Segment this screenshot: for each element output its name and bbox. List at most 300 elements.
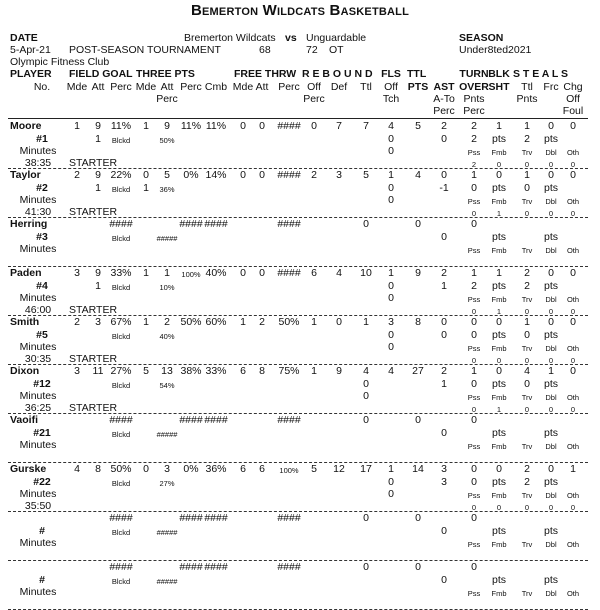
- stat-ast: 0: [441, 328, 447, 341]
- stat-ftp: 100%: [279, 466, 299, 475]
- stat-ast: 3: [441, 463, 447, 475]
- stat-tpa: #####: [156, 429, 178, 439]
- stat-tpm: 1: [143, 316, 149, 328]
- stat-ttl: 0: [363, 414, 369, 426]
- stat-fgp: ####: [109, 218, 133, 230]
- stat-fga: 8: [95, 463, 101, 475]
- stat-tpm: 1: [143, 267, 149, 279]
- stat-frc: 1: [548, 365, 554, 377]
- stat-ftp: ####: [277, 512, 301, 524]
- header-row2-ast: AST: [433, 81, 455, 93]
- player-name: Smith: [10, 316, 40, 328]
- stat-ftp: ####: [277, 169, 301, 181]
- header-three-pts: THREE PTS: [136, 68, 195, 80]
- minutes-label: Minutes: [19, 439, 57, 451]
- stat-tpa: #####: [156, 233, 178, 243]
- game-date: 5-Apr-21: [10, 44, 51, 56]
- stat-fls: 0: [388, 292, 394, 304]
- player-name: Herring: [10, 218, 48, 230]
- stat-ttl: 0: [363, 512, 369, 524]
- player-block: [0, 120, 600, 169]
- stat-stl: 1: [524, 169, 530, 181]
- player-block: [0, 561, 600, 610]
- header-row2-tpp: Perc: [180, 81, 202, 93]
- player-block: [0, 365, 600, 414]
- stat-off: 6: [311, 267, 317, 279]
- stat-pts: 5: [415, 120, 421, 132]
- stat-cmb: 33%: [205, 365, 227, 377]
- stat-blk: 0: [496, 160, 502, 169]
- stat-blk: 1: [496, 267, 502, 279]
- stat-turn: 0: [471, 475, 477, 488]
- stat-chg: 0: [570, 356, 576, 365]
- header-row2-fls: Off: [384, 81, 398, 93]
- player-block: [0, 218, 600, 267]
- stat-fga: 3: [95, 316, 101, 328]
- stat-tpm: 1: [143, 120, 149, 132]
- minutes-label: Minutes: [19, 341, 57, 353]
- player-block: [0, 414, 600, 463]
- stat-tpp: 50%: [180, 316, 202, 328]
- header-row4-chg: Foul: [562, 105, 584, 117]
- stat-stl: Trv: [521, 148, 533, 157]
- player-number: #4: [36, 279, 48, 292]
- player-name: Dixon: [10, 365, 40, 377]
- stat-frc: pts: [543, 230, 559, 243]
- stat-ttl: 1: [363, 316, 369, 328]
- stat-fgp: Blckd: [111, 282, 131, 292]
- stat-tpa: #####: [156, 527, 178, 537]
- header-row4-turn: Perc: [463, 105, 485, 117]
- player-number: #: [39, 524, 45, 537]
- header-row2-fta: Att: [255, 81, 269, 93]
- stat-tpa: 36%: [159, 184, 175, 194]
- stat-tpa: 40%: [159, 331, 175, 341]
- stat-blk: Fmb: [491, 148, 507, 157]
- stat-fgp: 27%: [110, 365, 132, 377]
- stat-blk: pts: [491, 132, 507, 145]
- player-number: #2: [36, 181, 48, 194]
- stat-stl: 0: [524, 160, 530, 169]
- stat-fgp: Blckd: [111, 135, 131, 145]
- header-row2-fgp: Perc: [110, 81, 132, 93]
- stat-fgp: 11%: [110, 120, 132, 132]
- stat-blk: Fmb: [491, 344, 507, 353]
- stat-blk: pts: [491, 426, 507, 439]
- stat-fta: 0: [259, 267, 265, 279]
- stat-tpp: 100%: [181, 270, 201, 279]
- stat-blk: pts: [491, 181, 507, 194]
- stat-chg: 0: [570, 209, 576, 218]
- stat-chg: 0: [570, 365, 576, 377]
- stat-fgm: 3: [74, 365, 80, 377]
- stat-pts: 8: [415, 316, 421, 328]
- stat-chg: Oth: [566, 442, 580, 451]
- stat-ftm: 6: [240, 365, 246, 377]
- away-score: 72: [306, 44, 318, 56]
- minutes-label: Minutes: [19, 194, 57, 206]
- stat-frc: pts: [543, 328, 559, 341]
- stat-pts: 0: [415, 218, 421, 230]
- minutes-played: 36:25: [24, 402, 52, 414]
- stat-frc: Dbl: [545, 442, 557, 451]
- stat-tpa: 50%: [159, 135, 175, 145]
- stat-frc: pts: [543, 377, 559, 390]
- stat-ftm: 1: [240, 316, 246, 328]
- minutes-played: 41:30: [24, 206, 52, 218]
- header-row3-stl: Pnts: [516, 93, 538, 105]
- header-steals: S T E A L S: [513, 68, 569, 80]
- stat-tpa: 3: [164, 463, 170, 475]
- stat-frc: Dbl: [545, 393, 557, 402]
- stat-ast: 0: [441, 132, 447, 145]
- stat-blk: pts: [491, 230, 507, 243]
- stat-fta: 6: [259, 463, 265, 475]
- minutes-label: Minutes: [19, 145, 57, 157]
- stat-tpa: 1: [164, 267, 170, 279]
- stat-frc: 0: [548, 503, 554, 512]
- stat-cmb: 40%: [205, 267, 227, 279]
- stat-ftm: 0: [240, 267, 246, 279]
- stat-stl: 2: [524, 463, 530, 475]
- stat-frc: 0: [548, 160, 554, 169]
- stat-frc: 0: [548, 120, 554, 132]
- stat-fls: 0: [388, 145, 394, 157]
- stat-tpp: ####: [179, 561, 203, 573]
- player-number: #22: [33, 475, 51, 488]
- stat-chg: 0: [570, 160, 576, 169]
- stat-pts: 0: [415, 561, 421, 573]
- stat-chg: Oth: [566, 589, 580, 598]
- stat-turn: 1: [471, 267, 477, 279]
- stat-stl: Trv: [521, 344, 533, 353]
- stat-blk: Fmb: [491, 540, 507, 549]
- stat-fta: 8: [259, 365, 265, 377]
- stat-turn: 0: [471, 414, 477, 426]
- stat-turn: 0: [471, 503, 477, 512]
- starter-badge: STARTER: [69, 304, 118, 316]
- header-row3-off: Perc: [303, 93, 325, 105]
- stat-tpp: 0%: [183, 169, 199, 181]
- stat-ftp: 50%: [278, 316, 300, 328]
- stat-off: 2: [311, 169, 317, 181]
- stat-frc: pts: [543, 132, 559, 145]
- stat-chg: 1: [570, 463, 576, 475]
- stat-pts: 14: [412, 463, 424, 475]
- stat-turn: Pss: [467, 491, 481, 500]
- stat-ttl: 0: [363, 390, 369, 402]
- stat-turn: Pss: [467, 246, 481, 255]
- stat-turn: 2: [471, 160, 477, 169]
- stat-fgp: Blckd: [111, 527, 131, 537]
- venue: Olympic Fitness Club: [10, 56, 110, 68]
- stat-blk: Fmb: [491, 491, 507, 500]
- stat-fls: 3: [388, 316, 394, 328]
- stat-fls: 1: [388, 267, 394, 279]
- starter-badge: STARTER: [69, 157, 118, 169]
- stat-fls: 0: [388, 475, 394, 488]
- header-row2-blk: SHT: [488, 81, 510, 93]
- stat-cmb: 14%: [205, 169, 227, 181]
- player-block: [0, 316, 600, 365]
- stat-ast: 0: [441, 230, 447, 243]
- stat-tpa: 27%: [159, 478, 175, 488]
- stat-ast: 2: [441, 120, 447, 132]
- stat-ftp: ####: [277, 218, 301, 230]
- stat-stl: 0: [524, 307, 530, 316]
- stat-chg: 0: [570, 169, 576, 181]
- report-title: Bemerton Wildcats Basketball: [190, 2, 409, 19]
- stat-turn: Pss: [467, 295, 481, 304]
- stat-frc: pts: [543, 279, 559, 292]
- stat-stl: Trv: [521, 589, 533, 598]
- player-block: [0, 267, 600, 316]
- event-name: POST-SEASON TOURNAMENT: [69, 44, 221, 56]
- player-block: [0, 512, 600, 561]
- stat-tpp: ####: [179, 512, 203, 524]
- header-row2-turn: OVER: [459, 81, 489, 93]
- stat-fls: 4: [388, 120, 394, 132]
- stat-fls: 4: [388, 365, 394, 377]
- stat-fgp: Blckd: [111, 576, 131, 586]
- stat-frc: pts: [543, 181, 559, 194]
- stat-blk: pts: [491, 279, 507, 292]
- header-row2-stl: Ttl: [521, 81, 533, 93]
- stat-tpa: 54%: [159, 380, 175, 390]
- stat-turn: 0: [471, 561, 477, 573]
- stat-pts: 4: [415, 169, 421, 181]
- stat-def: 0: [336, 316, 342, 328]
- stat-turn: 0: [471, 316, 477, 328]
- stat-ftm: 6: [240, 463, 246, 475]
- stat-blk: Fmb: [491, 295, 507, 304]
- stat-fta: 0: [259, 120, 265, 132]
- stat-cmb: 60%: [205, 316, 227, 328]
- stat-fls: 0: [388, 328, 394, 341]
- stat-blk: Fmb: [491, 393, 507, 402]
- stat-frc: 0: [548, 209, 554, 218]
- stat-ast: 0: [441, 316, 447, 328]
- stat-chg: 0: [570, 316, 576, 328]
- header-turnover: TURN: [459, 68, 489, 80]
- stat-stl: 2: [524, 267, 530, 279]
- stat-blk: 0: [496, 365, 502, 377]
- header-row2-fgm: Mde: [66, 81, 88, 93]
- stat-turn: 1: [471, 365, 477, 377]
- stat-turn: 0: [471, 181, 477, 194]
- stat-stl: 2: [524, 279, 530, 292]
- stat-stl: 0: [524, 328, 530, 341]
- stat-frc: 0: [548, 316, 554, 328]
- stat-fls: 0: [388, 194, 394, 206]
- stat-chg: 0: [570, 307, 576, 316]
- stat-ttl: 0: [363, 561, 369, 573]
- stat-blk: 0: [496, 316, 502, 328]
- stat-def: 9: [336, 365, 342, 377]
- player-name: Moore: [10, 120, 42, 132]
- stat-turn: 0: [471, 218, 477, 230]
- header-row2-ttl: Ttl: [360, 81, 372, 93]
- stat-stl: Trv: [521, 491, 533, 500]
- stat-fls: 0: [388, 181, 394, 194]
- stat-fgm: 1: [74, 120, 80, 132]
- stat-frc: 0: [548, 405, 554, 414]
- stat-def: 4: [336, 267, 342, 279]
- stat-turn: 0: [471, 209, 477, 218]
- minutes-label: Minutes: [19, 537, 57, 549]
- minutes-played: 30:35: [24, 353, 52, 365]
- stat-blk: pts: [491, 524, 507, 537]
- stat-tpa: 2: [164, 316, 170, 328]
- minutes-label: Minutes: [19, 586, 57, 598]
- stat-fgp: Blckd: [111, 429, 131, 439]
- stat-fgp: 22%: [110, 169, 132, 181]
- stat-turn: 0: [471, 356, 477, 365]
- minutes-played: 38:35: [24, 157, 52, 169]
- stat-frc: Dbl: [545, 246, 557, 255]
- stat-fgm: 2: [74, 316, 80, 328]
- stat-fgp: ####: [109, 561, 133, 573]
- home-team: Bremerton Wildcats: [184, 32, 276, 44]
- player-name: Gurske: [10, 463, 47, 475]
- season-label: SEASON: [459, 32, 504, 44]
- stat-stl: Trv: [521, 393, 533, 402]
- stat-turn: 1: [471, 169, 477, 181]
- stat-off: 0: [311, 120, 317, 132]
- stat-blk: 0: [496, 356, 502, 365]
- player-block: [0, 463, 600, 512]
- stat-ast: -1: [439, 181, 449, 194]
- stat-ftp: 75%: [278, 365, 300, 377]
- minutes-label: Minutes: [19, 390, 57, 402]
- header-divider: [8, 118, 588, 119]
- stat-turn: 0: [471, 307, 477, 316]
- header-row3-ast: A-To: [433, 93, 455, 105]
- stat-ast: 0: [441, 169, 447, 181]
- stat-ftp: ####: [277, 120, 301, 132]
- stat-fls: 0: [388, 279, 394, 292]
- stat-fga: 9: [95, 267, 101, 279]
- player-name: Taylor: [10, 169, 41, 181]
- stat-blk: 1: [496, 405, 502, 414]
- stat-frc: 0: [548, 463, 554, 475]
- stat-frc: 0: [548, 356, 554, 365]
- stat-chg: Oth: [566, 491, 580, 500]
- stat-fta: 0: [259, 169, 265, 181]
- stat-chg: 0: [570, 267, 576, 279]
- stat-tpa: #####: [156, 576, 178, 586]
- stat-blk: 1: [496, 120, 502, 132]
- stat-fgm: 4: [74, 463, 80, 475]
- stat-chg: Oth: [566, 295, 580, 304]
- stat-stl: Trv: [521, 246, 533, 255]
- player-number: #: [39, 573, 45, 586]
- stat-turn: 0: [471, 377, 477, 390]
- stat-stl: Trv: [521, 540, 533, 549]
- stat-turn: Pss: [467, 393, 481, 402]
- stat-fga: 9: [95, 120, 101, 132]
- stat-fga: 9: [95, 169, 101, 181]
- stat-pts: 27: [412, 365, 424, 377]
- stat-blk: Fmb: [491, 246, 507, 255]
- stat-chg: Oth: [566, 246, 580, 255]
- stat-tpa: 9: [164, 120, 170, 132]
- stat-turn: 2: [471, 132, 477, 145]
- header-row2-ftm: Mde: [232, 81, 254, 93]
- stat-stl: 0: [524, 181, 530, 194]
- stat-def: 3: [336, 169, 342, 181]
- stat-ttl: 0: [363, 377, 369, 390]
- stat-turn: Pss: [467, 540, 481, 549]
- player-number: #1: [36, 132, 48, 145]
- stat-ttl: 10: [360, 267, 372, 279]
- stat-stl: 4: [524, 365, 530, 377]
- stat-frc: pts: [543, 426, 559, 439]
- stat-chg: 0: [570, 503, 576, 512]
- stat-frc: Dbl: [545, 295, 557, 304]
- player-number: #21: [33, 426, 51, 439]
- stat-fga: 1: [95, 279, 101, 292]
- stat-ast: 1: [441, 279, 447, 292]
- minutes-label: Minutes: [19, 488, 57, 500]
- header-player: PLAYER: [10, 68, 52, 80]
- stat-off: 1: [311, 365, 317, 377]
- header-row2-chg: Chg: [563, 81, 583, 93]
- header-fouls: FLS: [381, 68, 401, 80]
- stat-ttl: 0: [363, 218, 369, 230]
- stat-fls: 1: [388, 169, 394, 181]
- stat-turn: 0: [471, 512, 477, 524]
- stat-stl: Trv: [521, 197, 533, 206]
- stat-turn: Pss: [467, 442, 481, 451]
- header-row2-fga: Att: [91, 81, 105, 93]
- stat-ftp: ####: [277, 561, 301, 573]
- stat-chg: Oth: [566, 344, 580, 353]
- stat-cmb: ####: [204, 414, 228, 426]
- stat-fgp: Blckd: [111, 380, 131, 390]
- stat-ast: 0: [441, 573, 447, 586]
- stat-blk: 0: [496, 503, 502, 512]
- stat-tpm: 0: [143, 169, 149, 181]
- stat-ttl: 5: [363, 169, 369, 181]
- stat-fgp: 33%: [110, 267, 132, 279]
- home-score: 68: [259, 44, 271, 56]
- vs-label: vs: [285, 32, 297, 44]
- stat-ttl: 4: [363, 365, 369, 377]
- stat-tpm: 0: [143, 463, 149, 475]
- stat-turn: Pss: [467, 589, 481, 598]
- stat-stl: 2: [524, 475, 530, 488]
- stat-pts: 0: [415, 414, 421, 426]
- stat-frc: 0: [548, 307, 554, 316]
- stat-chg: Oth: [566, 148, 580, 157]
- stat-def: 7: [336, 120, 342, 132]
- stat-fls: 0: [388, 341, 394, 353]
- away-team: Unguardable: [306, 32, 367, 44]
- stat-fgp: 67%: [110, 316, 132, 328]
- player-number: #12: [33, 377, 51, 390]
- minutes-played: 46:00: [24, 304, 52, 316]
- minutes-label: Minutes: [19, 243, 57, 255]
- stat-stl: Trv: [521, 442, 533, 451]
- stat-frc: 0: [548, 169, 554, 181]
- header-rebound: R E B O U N D: [302, 68, 373, 80]
- header-row2-frc: Frc: [543, 81, 559, 93]
- minutes-label: Minutes: [19, 292, 57, 304]
- header-row2-pts: PTS: [407, 81, 429, 93]
- starter-badge: STARTER: [69, 402, 118, 414]
- stat-ast: 0: [441, 426, 447, 439]
